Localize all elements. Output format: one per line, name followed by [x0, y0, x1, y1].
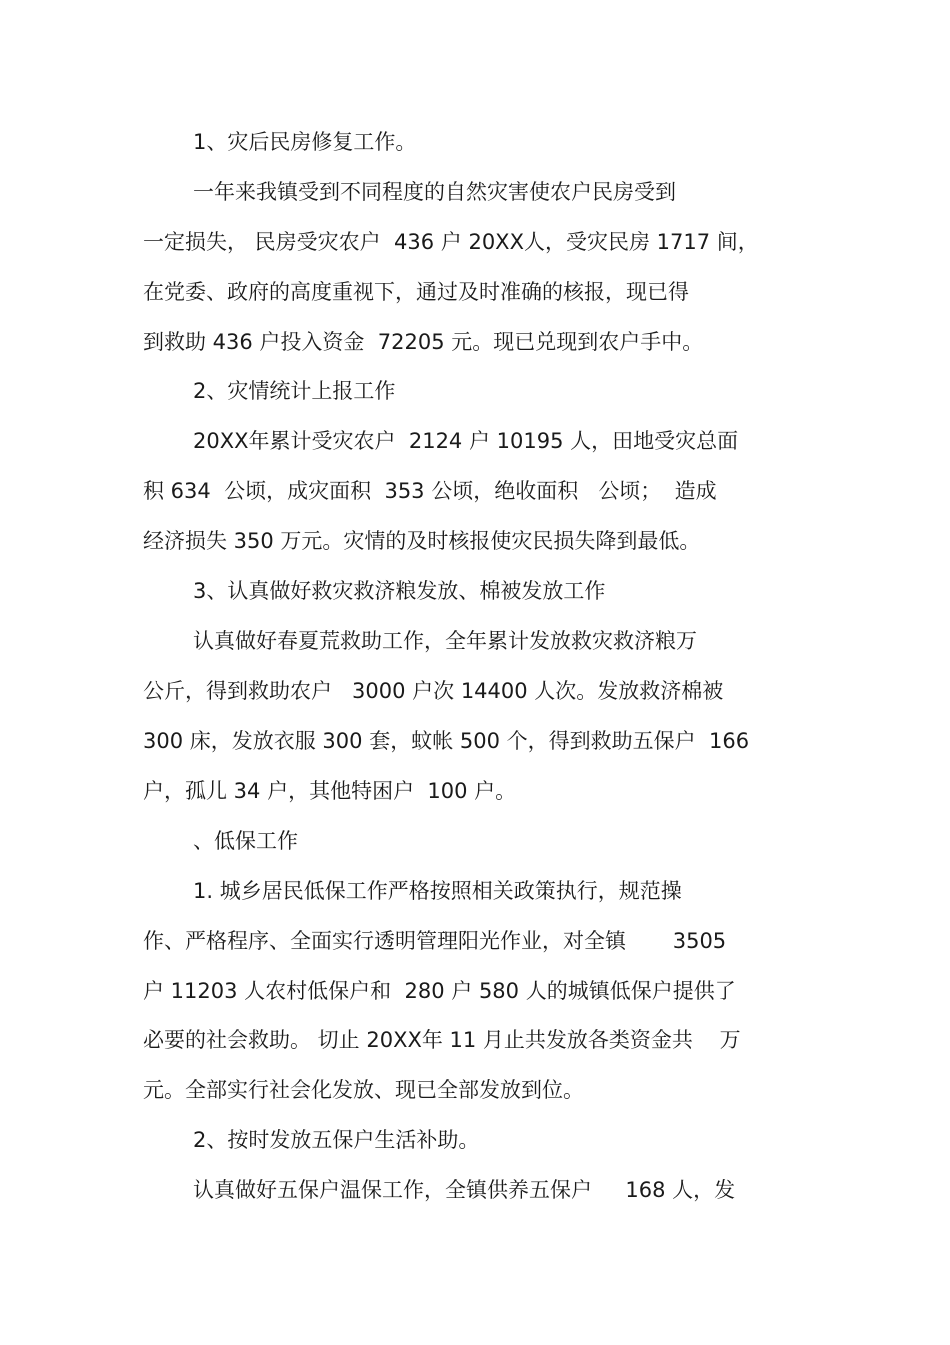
section-heading: 3、认真做好救灾救济粮发放、棉被发放工作 [193, 579, 606, 603]
paragraph-line: 作、严格程序、全面实行透明管理阳光作业，对全镇 3505 [143, 929, 727, 953]
section-heading: 1、灾后民房修复工作。 [193, 130, 417, 154]
paragraph-line: 积 634 公顷，成灾面积 353 公顷，绝收面积 公顷； 造成 [143, 479, 717, 503]
paragraph-line: 公斤，得到救助农户 3000 户次 14400 人次。发放救济棉被 [143, 679, 724, 703]
paragraph-line: 一定损失， 民房受灾农户 436 户 20XX人，受灾民房 1717 间， [143, 230, 759, 254]
paragraph-line: 户，孤儿 34 户，其他特困户 100 户。 [143, 779, 517, 803]
paragraph-line: 20XX年累计受灾农户 2124 户 10195 人，田地受灾总面 [193, 429, 739, 453]
section-heading: 2、灾情统计上报工作 [193, 379, 396, 403]
paragraph-line: 认真做好五保户温保工作，全镇供养五保户 168 人，发 [193, 1178, 736, 1202]
paragraph-line: 在党委、政府的高度重视下，通过及时准确的核报，现已得 [143, 280, 689, 304]
paragraph-line: 必要的社会救助。 切止 20XX年 11 月止共发放各类资金共 万 [143, 1028, 741, 1052]
section-heading: 2、按时发放五保户生活补助。 [193, 1128, 480, 1152]
paragraph-line: 到救助 436 户投入资金 72205 元。现已兑现到农户手中。 [143, 330, 704, 354]
section-heading: 、低保工作 [193, 829, 298, 853]
paragraph-line: 1. 城乡居民低保工作严格按照相关政策执行，规范操 [193, 879, 682, 903]
paragraph-line: 一年来我镇受到不同程度的自然灾害使农户民房受到 [193, 180, 676, 204]
paragraph-line: 300 床，发放衣服 300 套，蚊帐 500 个，得到救助五保户 166 [143, 729, 750, 753]
paragraph-line: 元。全部实行社会化发放、现已全部发放到位。 [143, 1078, 584, 1102]
paragraph-line: 经济损失 350 万元。灾情的及时核报使灾民损失降到最低。 [143, 529, 701, 553]
paragraph-line: 认真做好春夏荒救助工作，全年累计发放救灾救济粮万 [193, 629, 697, 653]
paragraph-line: 户 11203 人农村低保户和 280 户 580 人的城镇低保户提供了 [143, 979, 736, 1003]
